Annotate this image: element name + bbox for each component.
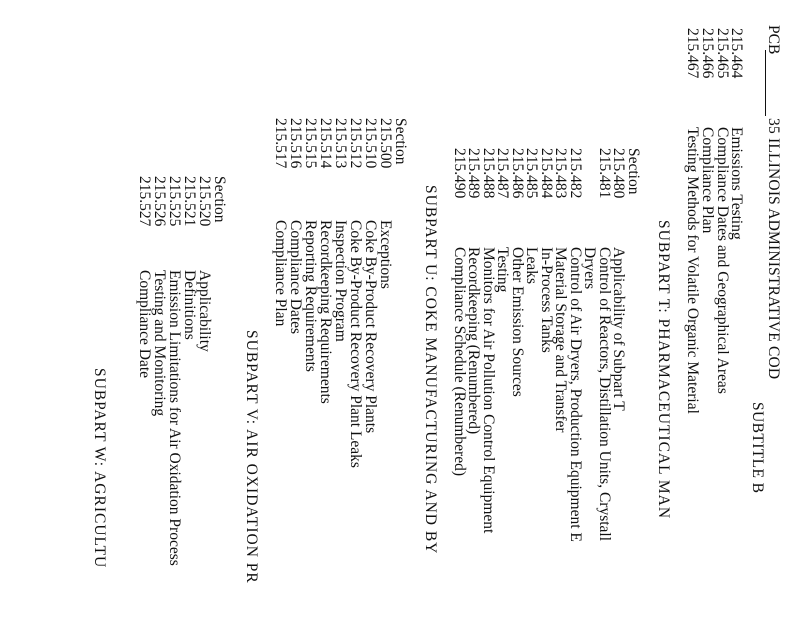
section-title: Compliance Dates — [287, 220, 304, 335]
section-label: Section — [625, 148, 642, 195]
section-title: Testing Methods for Volatile Organic Material — [684, 127, 701, 414]
section-title: Compliance Dates and Geographical Areas — [714, 127, 731, 394]
section-number: 215.490 — [451, 148, 468, 199]
section-title: Emissions Testing — [728, 127, 745, 240]
section-number: 215.482 — [567, 148, 584, 199]
section-number: 215.500 — [377, 118, 394, 169]
section-title: Compliance Plan — [272, 220, 289, 327]
section-number: 215.510 — [362, 118, 379, 169]
section-number: 215.526 — [151, 176, 168, 227]
section-title: Compliance Plan — [699, 127, 716, 234]
page-header-pcb: PCB — [765, 25, 782, 55]
section-title: In-Process Tanks — [538, 247, 555, 353]
section-number: 215.483 — [552, 148, 569, 199]
section-title: Testing and Monitoring — [151, 270, 168, 417]
section-label: Section — [392, 118, 409, 165]
section-number: 215.520 — [196, 176, 213, 227]
section-number: 215.466 — [699, 28, 716, 79]
section-title: Control of Air Dryers, Production Equipment E — [567, 247, 584, 542]
section-number: 215.525 — [166, 176, 183, 227]
section-label: Section — [211, 176, 228, 223]
section-title: Exceptions — [377, 220, 394, 289]
section-title: Definitions — [181, 270, 198, 340]
section-number: 215.464 — [728, 28, 745, 79]
section-title: Compliance Date — [136, 270, 153, 379]
section-number: 215.512 — [347, 118, 364, 169]
section-number: 215.517 — [272, 118, 289, 169]
section-title: Control of Reactors, Distillation Units, Crystall — [596, 247, 613, 542]
section-number: 215.485 — [523, 148, 540, 199]
page-header-title: 35 ILLINOIS ADMINISTRATIVE COD — [765, 118, 782, 380]
section-number: 215.481 — [596, 148, 613, 199]
section-number: 215.527 — [136, 176, 153, 227]
section-number: 215.514 — [317, 118, 334, 169]
section-number: 215.521 — [181, 176, 198, 227]
section-title: Monitors for Air Pollution Control Equipment — [480, 247, 497, 534]
subpart-u-heading: SUBPART U: COKE MANUFACTURING AND BY — [422, 185, 439, 555]
section-title: Applicability — [196, 270, 213, 352]
subpart-t-heading: SUBPART T: PHARMACEUTICAL MAN — [655, 220, 672, 520]
section-number: 215.513 — [332, 118, 349, 169]
section-title: Leaks — [523, 247, 540, 285]
section-number: 215.489 — [465, 148, 482, 199]
section-title: Coke By-Product Recovery Plants — [362, 220, 379, 434]
section-title: Coke By-Product Recovery Plant Leaks — [347, 220, 364, 468]
section-number: 215.467 — [684, 28, 701, 79]
section-number: 215.484 — [538, 148, 555, 199]
section-number: 215.480 — [610, 148, 627, 199]
section-number: 215.465 — [714, 28, 731, 79]
section-title-continued: Dryers — [581, 247, 598, 290]
header-underline — [765, 50, 766, 116]
section-number: 215.515 — [302, 118, 319, 169]
section-title: Inspection Program — [332, 220, 349, 342]
section-title: Emission Limitations for Air Oxidation Process — [166, 270, 183, 566]
section-number: 215.486 — [509, 148, 526, 199]
section-title: Compliance Schedule (Renumbered) — [451, 247, 468, 476]
page-header-subtitle: SUBTITLE B — [749, 402, 766, 494]
section-number: 215.487 — [494, 148, 511, 199]
section-title: Applicability of Subpart T — [610, 247, 627, 411]
section-number: 215.488 — [480, 148, 497, 199]
subpart-v-heading: SUBPART V: AIR OXIDATION PR — [243, 330, 260, 584]
subpart-w-heading: SUBPART W: AGRICULTU — [91, 368, 108, 569]
section-title: Material Storage and Transfer — [552, 247, 569, 433]
section-title: Recordkeeping (Renumbered) — [465, 247, 482, 435]
section-title: Testing — [494, 247, 511, 293]
section-title: Reporting Requirements — [302, 220, 319, 372]
section-title: Recordkeeping Requirements — [317, 220, 334, 404]
section-title: Other Emission Sources — [509, 247, 526, 397]
section-number: 215.516 — [287, 118, 304, 169]
